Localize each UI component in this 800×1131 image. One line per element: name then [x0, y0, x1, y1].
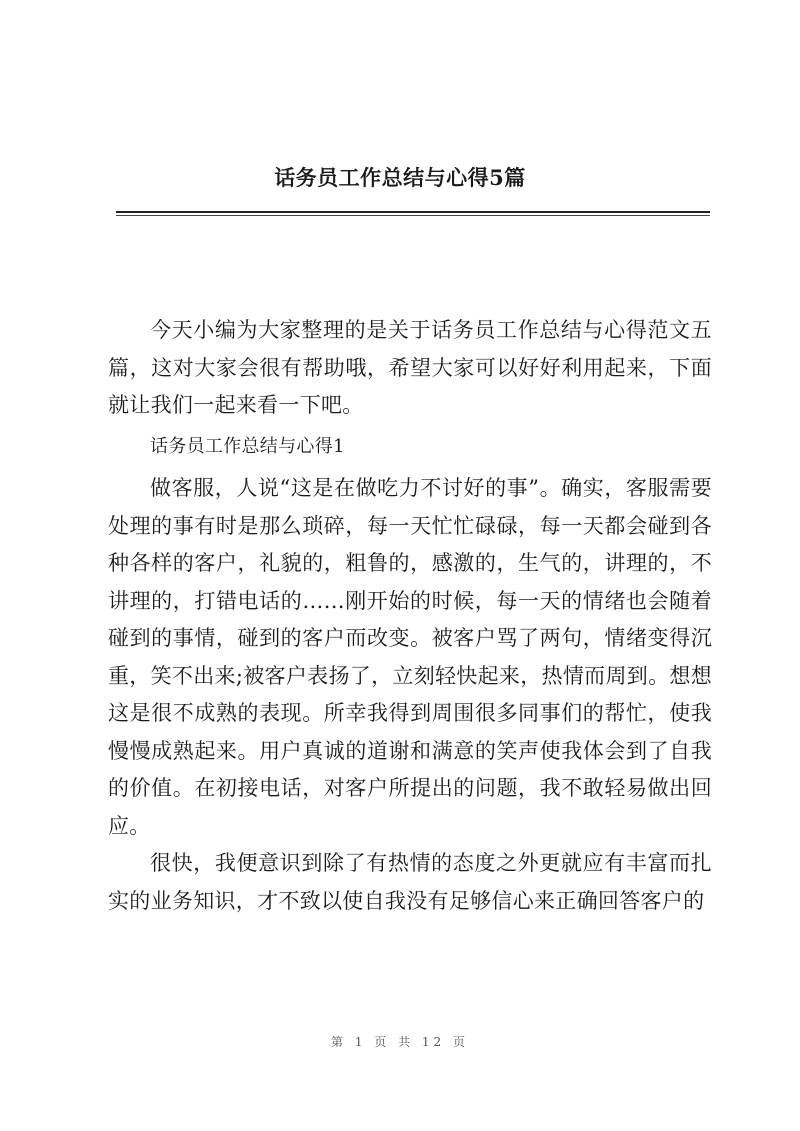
body-paragraph-continued: 很快，我便意识到除了有热情的态度之外更就应有丰富而扎实的业务知识，才不致以使自我没有足够信心来正确回答客户的 [108, 851, 712, 913]
document-title: 话务员工作总结与心得5篇 [274, 165, 526, 190]
document-body [108, 312, 712, 920]
title-divider-thin [116, 215, 710, 216]
section-heading: 话务员工作总结与心得1 [150, 435, 345, 457]
title-divider [116, 211, 710, 213]
intro-paragraph: 今天小编为大家整理的是关于话务员工作总结与心得范文五篇，这对大家会很有帮助哦，希望大家可以好好利用起来，下面就让我们一起来看一下吧。 [108, 318, 712, 417]
page-footer: 第 1 页 共 12 页 [331, 1035, 469, 1049]
body-paragraph: 做客服，人说“这是在做吃力不讨好的事”。确实，客服需要处理的事有时是那么琐碎，每一天忙忙碌碌，每一天都会碰到各种各样的客户，礼貌的，粗鲁的，感激的，生气的，讲理的，不讲理的，打错电话的……刚开始的时候，每一天的情绪也会随着碰到的事情，碰到的客户而改变。被客户骂了两句，情绪变得沉重，笑不出来;被客户表扬了，立刻轻快起来，热情而周到。想想这是很不成熟的表现。所幸我得到周围很多同事们的帮忙，使我慢慢成熟起来。用户真诚的道谢和满意的笑声使我体会到了自我的价值。在初接电话，对客户所提出的问题，我不敢轻易做出回应。 [108, 476, 712, 838]
